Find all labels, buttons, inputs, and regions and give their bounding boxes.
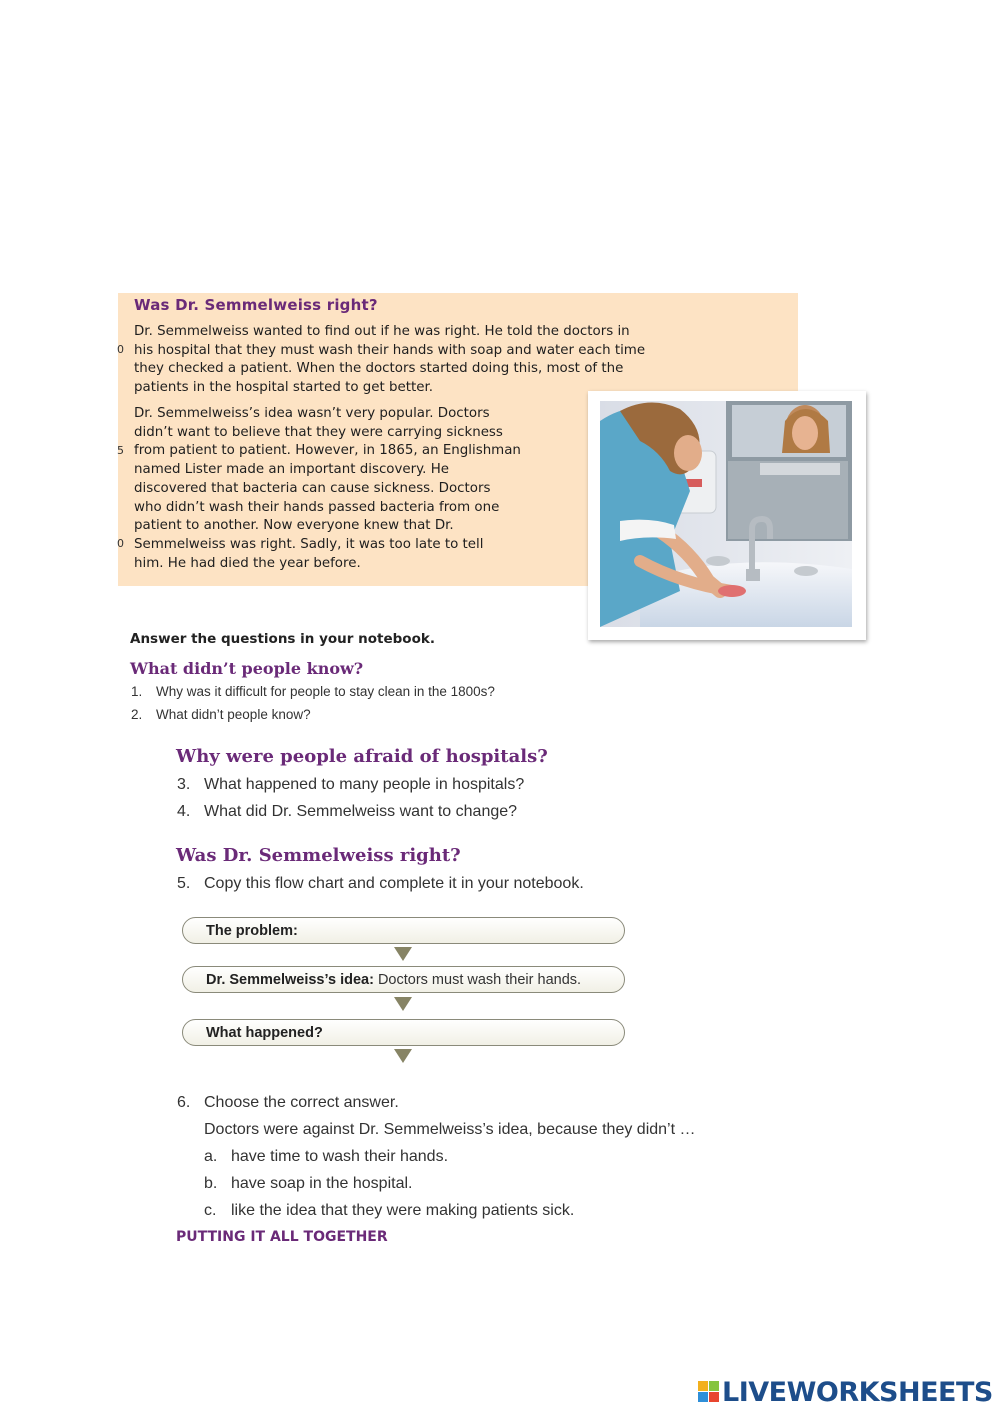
question-1: [131, 684, 495, 699]
question-number: 3.: [177, 776, 191, 793]
flow-arrow-icon: [394, 997, 412, 1011]
answer-option-c[interactable]: [204, 1202, 574, 1220]
flow-arrow-icon: [394, 1049, 412, 1063]
line-number: 5: [117, 444, 124, 457]
paragraph-line: who didn’t wash their hands passed bacteria from one: [134, 499, 500, 515]
question-number: 2.: [131, 707, 143, 722]
question-6-stem: Doctors were against Dr. Semmelweiss’s idea, because they didn’t …: [204, 1121, 696, 1138]
flow-label: What happened?: [206, 1025, 323, 1041]
option-letter: c.: [204, 1202, 217, 1219]
instruction-text: Answer the questions in your notebook.: [130, 631, 435, 647]
question-4: [177, 803, 517, 821]
paragraph-line: his hospital that they must wash their hands with soap and water each time: [134, 342, 646, 358]
flow-label: Dr. Semmelweiss’s idea:: [206, 972, 374, 988]
cutoff-heading: [176, 1229, 394, 1245]
line-number: 0: [117, 537, 124, 550]
handwashing-photo: [588, 391, 866, 640]
logo-grid-icon: [698, 1381, 720, 1403]
logo-text: LIVEWORKSHEETS: [722, 1377, 993, 1408]
question-text: Choose the correct answer.: [204, 1094, 399, 1111]
option-letter: b.: [204, 1175, 218, 1192]
option-text: have time to wash their hands.: [231, 1148, 449, 1165]
flow-value: Doctors must wash their hands.: [373, 972, 582, 988]
paragraph-line: him. He had died the year before.: [134, 555, 361, 571]
flow-box-problem: [182, 917, 625, 944]
reading-paragraph-1: [134, 323, 734, 398]
flow-arrow-icon: [394, 947, 412, 961]
question-number: 5.: [177, 875, 191, 892]
question-text: Copy this flow chart and complete it in your notebook.: [204, 875, 584, 892]
reading-paragraph-2: [134, 405, 584, 573]
section-heading: What didn’t people know?: [130, 659, 364, 678]
section-heading: Was Dr. Semmelweiss right?: [176, 845, 461, 866]
flow-box-result: [182, 1019, 625, 1046]
reading-heading: Was Dr. Semmelweiss right?: [134, 296, 378, 314]
option-letter: a.: [204, 1148, 218, 1165]
cutoff-heading-text: PUTTING IT ALL TOGETHER: [176, 1229, 388, 1245]
paragraph-line: patient to another. Now everyone knew that Dr.: [134, 518, 454, 534]
question-6: [177, 1094, 399, 1112]
answer-option-a[interactable]: [204, 1148, 448, 1166]
paragraph-line: discovered that bacteria can cause sickness. Doctors: [134, 480, 491, 496]
question-number: 6.: [177, 1094, 191, 1111]
flow-label: The problem:: [206, 923, 298, 939]
paragraph-line: named Lister made an important discovery. He: [134, 462, 449, 478]
paragraph-line: Semmelweiss was right. Sadly, it was too late to tell: [134, 536, 484, 552]
line-number: 0: [117, 343, 124, 356]
question-text: What happened to many people in hospitals?: [204, 776, 525, 793]
answer-option-b[interactable]: [204, 1175, 412, 1193]
question-text: What did Dr. Semmelweiss want to change?: [204, 803, 518, 820]
question-3: [177, 776, 524, 794]
handwashing-photo-image: [600, 401, 852, 627]
option-text: like the idea that they were making patients sick.: [231, 1202, 575, 1219]
question-number: 4.: [177, 803, 191, 820]
question-number: 1.: [131, 684, 143, 699]
option-text: have soap in the hospital.: [231, 1175, 413, 1192]
question-2: [131, 707, 311, 722]
flow-box-idea: [182, 966, 625, 993]
paragraph-line: Dr. Semmelweiss’s idea wasn’t very popular. Doctors: [134, 406, 490, 421]
section-heading: Why were people afraid of hospitals?: [176, 746, 548, 767]
paragraph-line: from patient to patient. However, in 1865, an Englishman: [134, 443, 521, 459]
question-text: What didn’t people know?: [156, 707, 311, 722]
paragraph-line: they checked a patient. When the doctors started doing this, most of the: [134, 361, 624, 377]
question-5: [177, 875, 584, 893]
paragraph-line: didn’t want to believe that they were carrying sickness: [134, 424, 503, 440]
paragraph-line: patients in the hospital started to get better.: [134, 380, 434, 396]
paragraph-line: Dr. Semmelweiss wanted to find out if he was right. He told the doctors in: [134, 324, 630, 339]
question-text: Why was it difficult for people to stay clean in the 1800s?: [156, 684, 495, 699]
